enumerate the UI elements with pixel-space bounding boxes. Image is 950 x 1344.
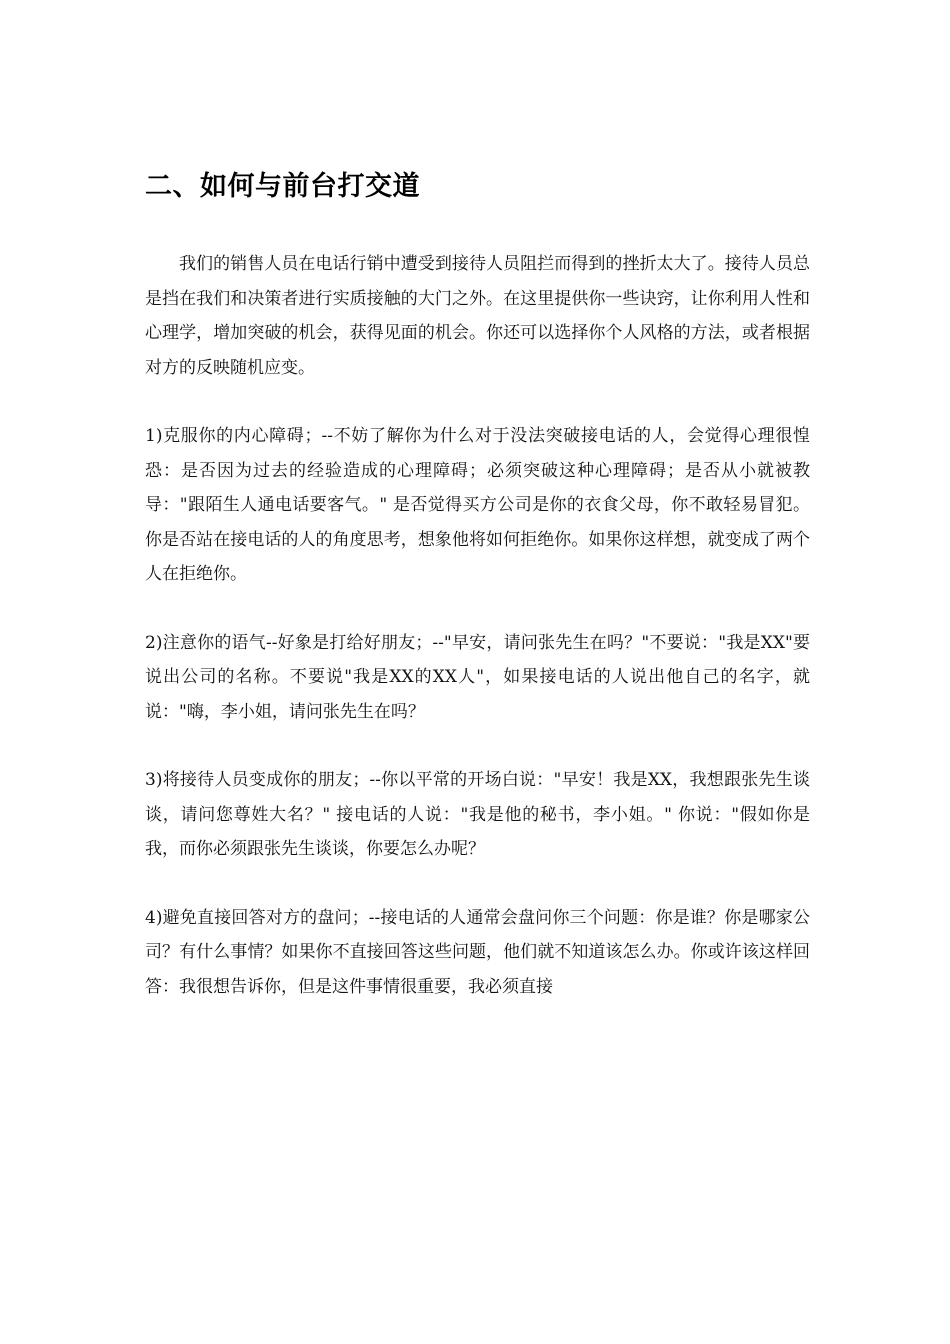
point-3-paragraph: 3)将接待人员变成你的朋友；--你以平常的开场白说："早安！我是XX，我想跟张先生谈谈，请问您尊姓大名？" 接电话的人说："我是他的秘书，李小姐。" 你说："假如你是我，而你必须跟张先生谈谈，你要怎么办呢？: [145, 770, 810, 859]
point-2-paragraph: 2)注意你的语气--好象是打给好朋友；--"早安，请问张先生在吗？"不要说："我是XX"要说出公司的名称。不要说"我是XX的XX人"，如果接电话的人说出他自己的名字，就说："嗨，李小姐，请问张先生在吗？: [145, 632, 810, 722]
intro-paragraph: 我们的销售人员在电话行销中遭受到接待人员阻拦而得到的挫折太大了。接待人员总是挡在我们和决策者进行实质接触的大门之外。在这里提供你一些诀窍，让你利用人性和心理学，增加突破的机会，获得见面的机会。你还可以选择你个人风格的方法，或者根据对方的反映随机应变。: [145, 254, 810, 378]
section-title: 二、如何与前台打交道: [145, 171, 420, 202]
point-4-paragraph: 4)避免直接回答对方的盘问；--接电话的人通常会盘问你三个问题：你是谁？你是哪家公司？有什么事情？如果你不直接回答这些问题，他们就不知道该怎么办。你或许该这样回答：我很想告诉你，但是这件事情很重要，我必须直接: [145, 907, 810, 997]
point-1-paragraph: 1)克服你的内心障碍；--不妨了解你为什么对于没法突破接电话的人，会觉得心理很惶恐：是否因为过去的经验造成的心理障碍；必须突破这种心理障碍；是否从小就被教导："跟陌生人通电话要客气。" 是否觉得买方公司是你的衣食父母，你不敢轻易冒犯。 你是否站在接电话的人的角度思考，想象他将如何拒绝你。如果你这样想，就变成了两个人在拒绝你。: [145, 426, 810, 584]
document-body: [145, 165, 810, 1038]
